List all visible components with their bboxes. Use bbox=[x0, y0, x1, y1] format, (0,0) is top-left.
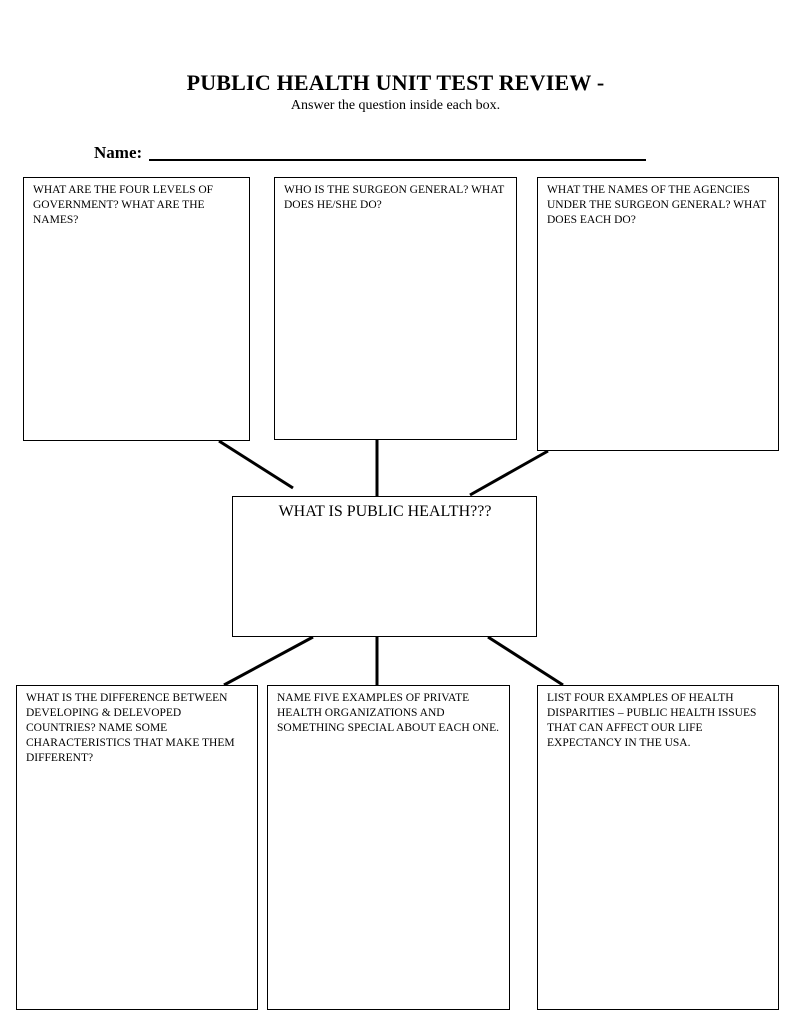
question-text: LIST FOUR EXAMPLES OF HEALTH DISPARITIES – PUBLIC HEALTH ISSUES THAT CAN AFFECT OUR LIFE EXPECTANCY IN THE USA. bbox=[547, 692, 757, 749]
center-question-text: WHAT IS PUBLIC HEALTH??? bbox=[278, 503, 492, 520]
connector-bottom-left bbox=[224, 637, 313, 685]
answer-box-developing-countries[interactable] bbox=[16, 685, 258, 1010]
name-label: Name: bbox=[94, 143, 143, 162]
connector-bottom-right bbox=[488, 637, 563, 685]
answer-box-private-health-orgs[interactable] bbox=[267, 685, 510, 1010]
answer-box-health-disparities[interactable] bbox=[537, 685, 779, 1010]
page-title: PUBLIC HEALTH UNIT TEST REVIEW - bbox=[186, 70, 605, 95]
connector-top-left bbox=[219, 441, 293, 488]
answer-box-levels-of-government[interactable] bbox=[23, 177, 250, 441]
question-text: WHAT ARE THE FOUR LEVELS OF GOVERNMENT? WHAT ARE THE NAMES? bbox=[33, 184, 214, 226]
question-text: NAME FIVE EXAMPLES OF PRIVATE HEALTH ORGANIZATIONS AND SOMETHING SPECIAL ABOUT EACH ONE. bbox=[277, 692, 500, 734]
answer-box-agencies[interactable] bbox=[537, 177, 779, 451]
instructions: Answer the question inside each box. bbox=[290, 98, 501, 113]
answer-box-what-is-public-health[interactable] bbox=[232, 496, 537, 637]
name-field[interactable] bbox=[149, 159, 646, 161]
connector-top-right bbox=[470, 451, 548, 495]
question-text: WHAT THE NAMES OF THE AGENCIES UNDER THE SURGEON GENERAL? WHAT DOES EACH DO? bbox=[547, 184, 767, 226]
answer-box-surgeon-general[interactable] bbox=[274, 177, 517, 440]
question-text: WHO IS THE SURGEON GENERAL? WHAT DOES HE/SHE DO? bbox=[284, 184, 505, 211]
question-text: WHAT IS THE DIFFERENCE BETWEEN DEVELOPING & DELEVOPED COUNTRIES? NAME SOME CHARACTERISTICS THAT MAKE THEM DIFFERENT? bbox=[26, 692, 235, 764]
